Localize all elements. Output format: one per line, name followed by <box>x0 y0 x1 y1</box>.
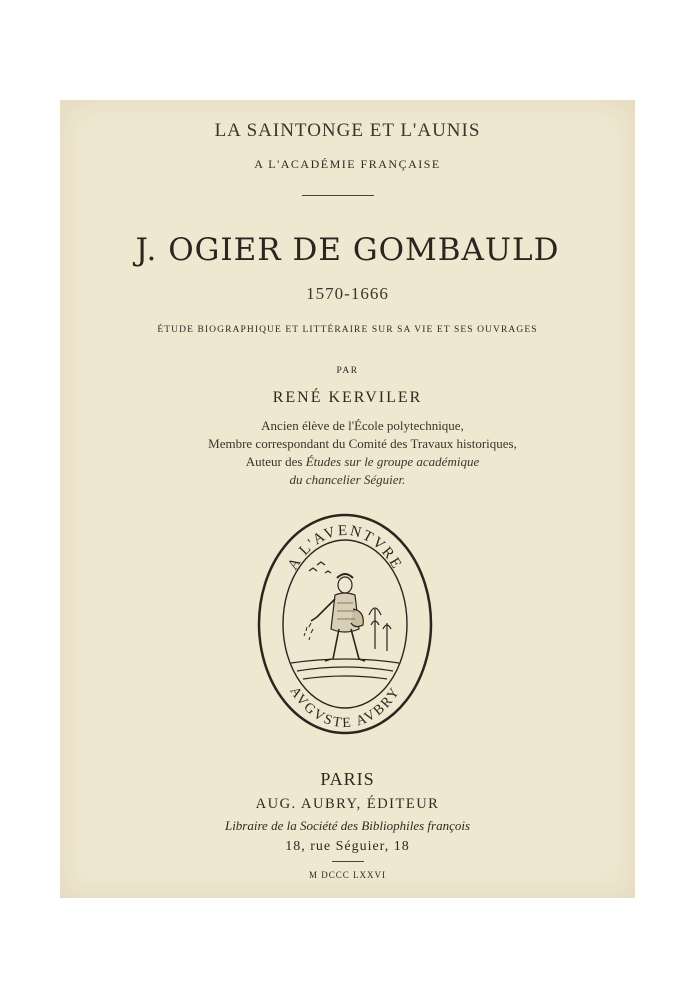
author-name: RENÉ KERVILER <box>272 389 423 406</box>
main-title: J. OGIER DE GOMBAULD <box>135 232 560 268</box>
emblem-motto-top: A L'AVENTVRE <box>285 522 405 573</box>
series-title: LA SAINTONGE ET L'AUNIS <box>214 120 481 141</box>
divider-rule-top <box>302 195 374 196</box>
sower-illustration <box>291 562 399 679</box>
imprint-year: M DCCC LXXVI <box>308 870 386 880</box>
title-page <box>60 100 635 898</box>
author-credential-2: Membre correspondant du Comité des Travaux historiques, <box>208 436 517 451</box>
author-credential-1: Ancien élève de l'École polytechnique, <box>261 418 464 433</box>
credential-3-prefix: Auteur des <box>245 454 303 469</box>
divider-rule-bottom <box>332 861 364 862</box>
credential-3-work-title: Études sur le groupe académique <box>305 454 480 469</box>
imprint-society: Libraire de la Société des Bibliophiles françois <box>224 818 471 833</box>
author-credential-3 <box>60 454 635 470</box>
imprint-city: PARIS <box>320 769 375 789</box>
imprint-address: 18, rue Séguier, 18 <box>285 839 410 854</box>
by-label: PAR <box>336 366 359 376</box>
emblem-motto-bottom: AVGVSTE AVBRY <box>286 684 404 732</box>
series-subtitle: A L'ACADÉMIE FRANÇAISE <box>254 157 441 171</box>
work-subtitle: ÉTUDE BIOGRAPHIQUE ET LITTÉRAIRE SUR SA VIE ET SES OUVRAGES <box>157 325 538 335</box>
life-dates: 1570-1666 <box>306 284 389 303</box>
author-credential-4: du chancelier Séguier. <box>289 472 406 487</box>
imprint-publisher: AUG. AUBRY, ÉDITEUR <box>255 796 440 812</box>
publisher-emblem <box>257 513 433 735</box>
